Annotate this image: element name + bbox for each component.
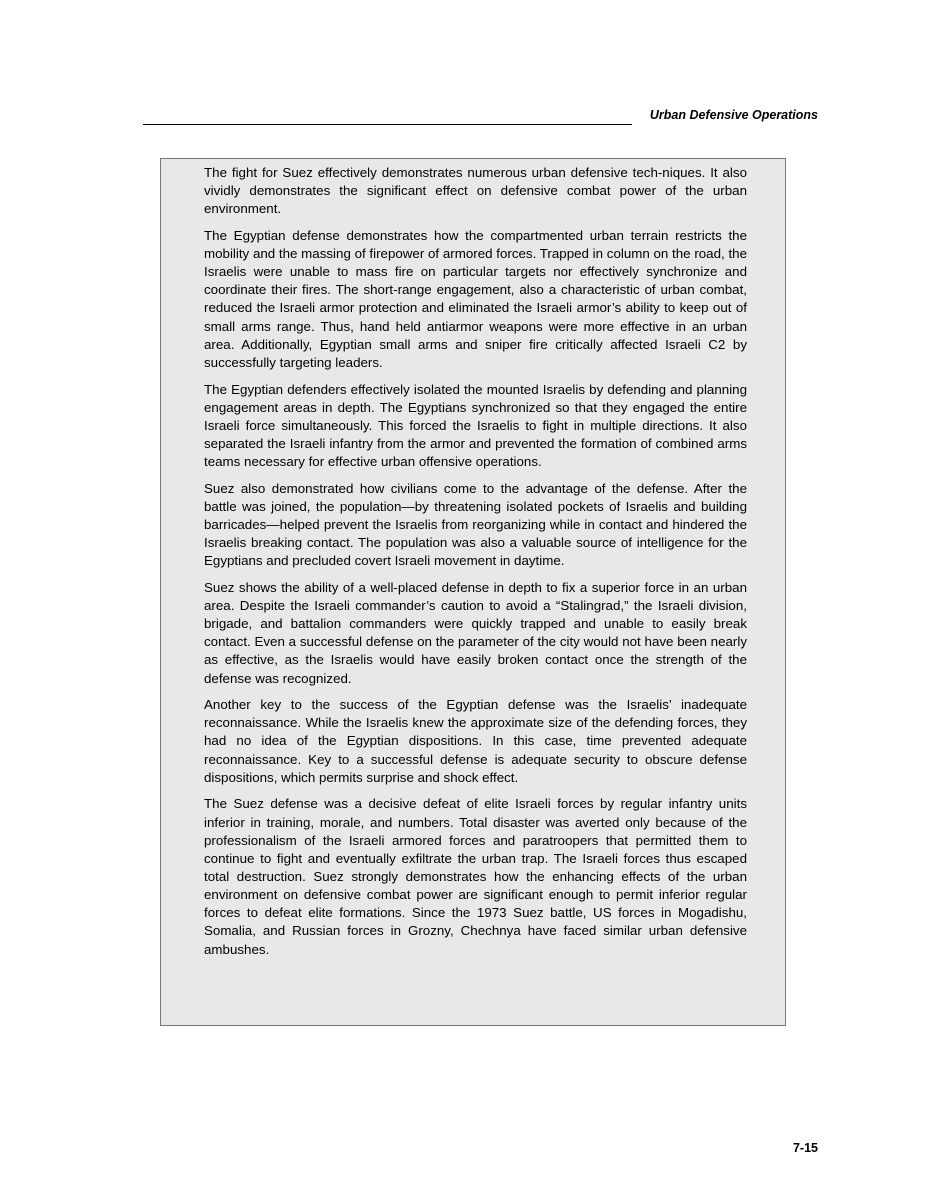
running-header [143,107,818,125]
paragraph-5: Suez shows the ability of a well-placed defense in depth to fix a superior force in an urban area. Despite the Israeli commander’s caution to avoid a “Stalingrad,” the Israeli division, brigade, and battalion commanders were quickly trapped and unable to easily break contact. Even a successful defense on the parameter of the city would not have been nearly as effective, as the Israelis would have easily broken contact once the strength of the defense was recognized. [204,579,747,686]
paragraph-4: Suez also demonstrated how civilians come to the advantage of the defense. After the battle was joined, the population—by threatening isolated pockets of Israelis and building barricades—helped prevent the Israelis from reorganizing while in contact and hindered the Israelis breaking contact. The population was also a valuable source of intelligence for the Egyptians and precluded covert Israeli movement in daytime. [204,480,747,569]
header-title: Urban Defensive Operations [649,108,818,122]
paragraph-1: The fight for Suez effectively demonstrates numerous urban defensive tech-niques. It also vividly demonstrates the significant effect on defensive combat power of the urban environment. [204,165,747,217]
paragraph-7: The Suez defense was a decisive defeat of elite Israeli forces by regular infantry units inferior in training, morale, and numbers. Total disaster was averted only because of the professionalism of the Israeli armored forces and paratroopers that permitted them to continue to fight and eventually exfiltrate the urban trap. The Israeli forces thus escaped total destruction. Suez strongly demonstrates how the enhancing effects of the urban environment on defensive combat power are significant enough to permit inferior regular forces to defeat elite formations. Since the 1973 Suez battle, US forces in Mogadishu, Somalia, and Russian forces in Grozny, Chechnya have faced similar urban defensive ambushes. [204,796,747,957]
vignette-text-box [160,158,786,1026]
header-rule [143,124,632,125]
paragraph-6: Another key to the success of the Egyptian defense was the Israelis’ inadequate reconnaissance. While the Israelis knew the approximate size of the defending forces, they had no idea of the Egyptian dispositions. In this case, time prevented adequate reconnaissance. Key to a successful defense is adequate security to obscure defense dispositions, which permits surprise and shock effect. [204,697,747,785]
paragraph-2: The Egyptian defense demonstrates how the compartmented urban terrain restricts the mobility and the massing of firepower of armored forces. Trapped in column on the road, the Israelis were unable to mass fire on particular targets nor effectively synchronize and coordinate their fires. The short-range engagement, also a characteristic of urban combat, reduced the Israeli armor protection and eliminated the Israeli armor’s ability to keep out of small arms range. Thus, hand held antiarmor weapons were more effective in an urban area. Additionally, Egyptian small arms and sniper fire critically affected Israeli C2 by successfully targeting leaders. [204,227,747,370]
page-number: 7-15 [792,1141,818,1155]
paragraph-3: The Egyptian defenders effectively isolated the mounted Israelis by defending and planning engagement areas in depth. The Egyptians synchronized so that they engaged the entire Israeli force simultaneously. This forced the Israelis to fight in multiple directions. It also separated the Israeli infantry from the armor and prevented the formation of combined arms teams necessary for effective urban offensive operations. [204,381,747,470]
